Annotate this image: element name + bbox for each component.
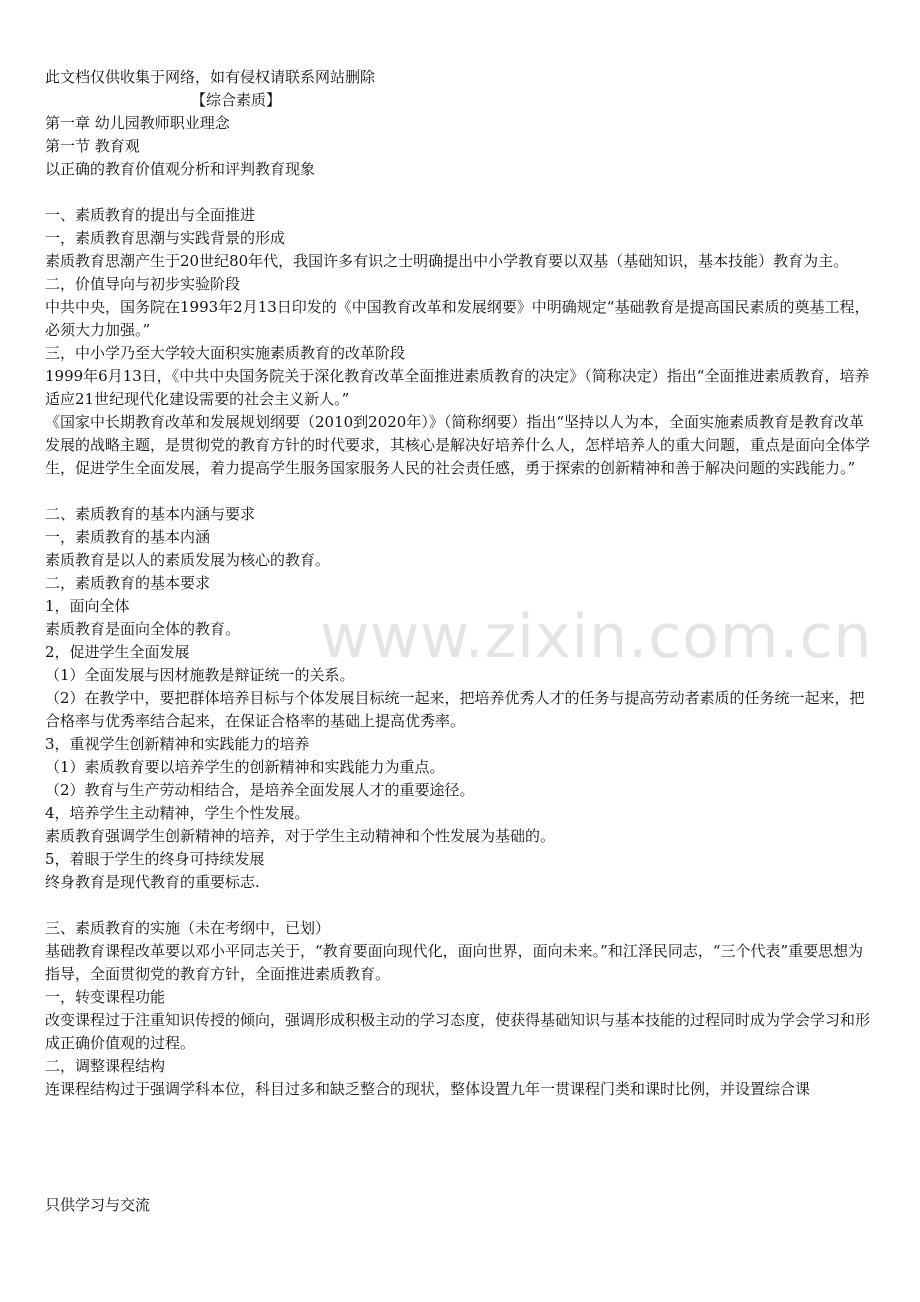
requirement-2-item-b: （2）在教学中，要把群体培养目标与个体发展目标统一起来，把培养优秀人才的任务与提高劳动者素质的任务统一起来，把合格率与优秀率结合起来，在保证合格率的基础上提高优秀率。 xyxy=(45,689,865,730)
part3-paragraph-3: 连课程结构过于强调学科本位，科目过多和缺乏整合的现状，整体设置九年一贯课程门类和课时比例，并设置综合课 xyxy=(45,1080,811,1098)
watermark: www.zixin.com.cn xyxy=(320,602,873,672)
chapter-heading: 第一章 幼儿园教师职业理念 xyxy=(45,114,230,132)
part1-subheading-2: 二，价值导向与初步实验阶段 xyxy=(45,275,241,293)
part1-subheading-3: 三，中小学乃至大学较大面积实施素质教育的改革阶段 xyxy=(45,344,406,362)
requirement-1-text: 素质教育是面向全体的教育。 xyxy=(45,620,241,638)
part3-subheading-1: 一，转变课程功能 xyxy=(45,988,166,1006)
part1-subheading-1: 一，素质教育思潮与实践背景的形成 xyxy=(45,229,286,247)
document-body xyxy=(45,66,875,1101)
page-footer: 只供学习与交流 xyxy=(45,1196,151,1214)
requirement-3-heading: 3，重视学生创新精神和实践能力的培养 xyxy=(45,735,310,753)
part1-paragraph-1: 素质教育思潮产生于20世纪80年代，我国许多有识之士明确提出中小学教育要以双基（基础知识，基本技能）教育为主。 xyxy=(45,252,849,270)
part3-paragraph-2: 改变课程过于注重知识传授的倾向，强调形成积极主动的学习态度，使获得基础知识与基本技能的过程同时成为学会学习和形成正确价值观的过程。 xyxy=(45,1011,871,1052)
part3-paragraph-1: 基础教育课程改革要以邓小平同志关于，“教育要面向现代化，面向世界，面向未来。”和江泽民同志，“三个代表”重要思想为指导，全面贯彻党的教育方针，全面推进素质教育。 xyxy=(45,942,864,983)
part3-heading: 三、素质教育的实施（未在考纲中，已划） xyxy=(45,919,331,937)
requirement-2-item-a: （1）全面发展与因材施教是辩证统一的关系。 xyxy=(45,666,355,684)
requirement-5-text: 终身教育是现代教育的重要标志. xyxy=(45,873,260,891)
requirement-1-heading: 1，面向全体 xyxy=(45,597,130,615)
part3-subheading-2: 二，调整课程结构 xyxy=(45,1057,166,1075)
requirement-5-heading: 5，着眼于学生的终身可持续发展 xyxy=(45,850,265,868)
part2-paragraph-1: 素质教育是以人的素质发展为核心的教育。 xyxy=(45,551,331,569)
requirement-2-heading: 2，促进学生全面发展 xyxy=(45,643,190,661)
part1-paragraph-2: 中共中央，国务院在1993年2月13日印发的《中国教育改革和发展纲要》中明确规定“基础教育是提高国民素质的奠基工程，必须大力加强。” xyxy=(45,298,870,339)
requirement-3-item-b: （2）教育与生产劳动相结合，是培养全面发展人才的重要途径。 xyxy=(45,781,475,799)
spacer xyxy=(45,480,875,503)
requirement-4-text: 素质教育强调学生创新精神的培养，对于学生主动精神和个性发展为基础的。 xyxy=(45,827,556,845)
part1-paragraph-4: 《国家中长期教育改革和发展规划纲要（2010到2020年）》（简称纲要）指出“坚持以人为本，全面实施素质教育是教育改革发展的战略主题，是贯彻党的教育方针的时代要求，其核心是解决好培养什么人，怎样培养人的重大问题，重点是面向全体学生，促进学生全面发展，着力提高学生服务国家服务人民的社会责任感，勇于探索的创新精神和善于解决问题的实践能力。” xyxy=(45,413,871,477)
spacer xyxy=(45,894,875,917)
section-heading: 第一节 教育观 xyxy=(45,137,140,155)
section-subtitle: 以正确的教育价值观分析和评判教育现象 xyxy=(45,160,316,178)
document-title: 【综合素质】 xyxy=(191,91,282,109)
part2-subheading-1: 一，素质教育的基本内涵 xyxy=(45,528,211,546)
part2-heading: 二、素质教育的基本内涵与要求 xyxy=(45,505,256,523)
spacer xyxy=(45,181,875,204)
requirement-3-item-a: （1）素质教育要以培养学生的创新精神和实践能力为重点。 xyxy=(45,758,445,776)
part1-paragraph-3: 1999年6月13日，《中共中央国务院关于深化教育改革全面推进素质教育的决定》（简称决定）指出“全面推进素质教育，培养适应21世纪现代化建设需要的社会主义新人。” xyxy=(45,367,870,408)
requirement-4-heading: 4，培养学生主动精神，学生个性发展。 xyxy=(45,804,310,822)
part2-subheading-2: 二，素质教育的基本要求 xyxy=(45,574,211,592)
part1-heading: 一、素质教育的提出与全面推进 xyxy=(45,206,256,224)
header-notice: 此文档仅供收集于网络，如有侵权请联系网站删除 xyxy=(45,68,376,86)
